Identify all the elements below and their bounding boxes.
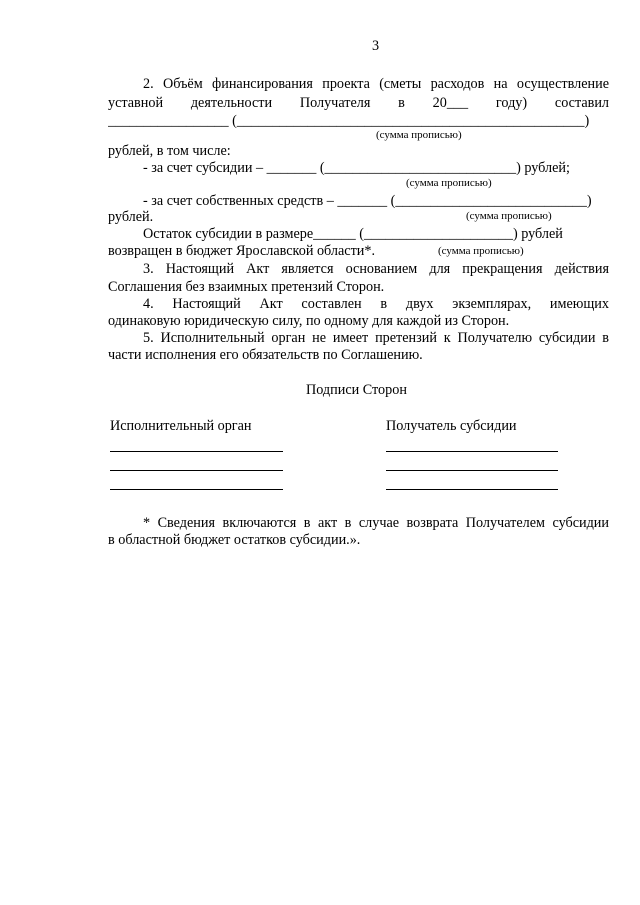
paragraph-4-line-2: одинаковую юридическую силу, по одному для каждой из Сторон. <box>108 313 510 329</box>
paragraph-2-line-2: уставной деятельности Получателя в 20___ году) составил <box>108 95 609 111</box>
signatures-title: Подписи Сторон <box>306 382 407 398</box>
page-number: 3 <box>372 38 380 54</box>
paragraph-3-line-2: Соглашения без взаимных претензий Сторон. <box>108 279 385 295</box>
subsidy-amount-line: - за счет субсидии – _______ (___________________________) рублей; <box>143 160 570 176</box>
paragraph-4-line-1: 4. Настоящий Акт составлен в двух экземплярах, имеющих <box>143 296 609 312</box>
left-signature-line <box>110 470 283 471</box>
amount-in-words-hint: (сумма прописью) <box>406 177 492 189</box>
paragraph-2-line-4: рублей, в том числе: <box>108 143 231 159</box>
rubles-word: рублей. <box>108 209 154 225</box>
footnote-line-1: * Сведения включаются в акт в случае возврата Получателем субсидии <box>143 515 609 531</box>
amount-in-words-hint: (сумма прописью) <box>466 210 552 222</box>
right-party-label: Получатель субсидии <box>386 418 517 434</box>
footnote-line-2: в областной бюджет остатков субсидии.». <box>108 532 361 548</box>
left-signature-line <box>110 451 283 452</box>
right-signature-line <box>386 489 558 490</box>
amount-in-words-hint: (сумма прописью) <box>438 245 524 257</box>
left-party-label: Исполнительный орган <box>110 418 252 434</box>
paragraph-3-line-1: 3. Настоящий Акт является основанием для прекращения действия <box>143 261 609 277</box>
remaining-subsidy-line-2: возвращен в бюджет Ярославской области*. <box>108 243 376 259</box>
right-signature-line <box>386 470 558 471</box>
paragraph-2-blank-line: _________________ (_________________________________________________) <box>108 113 590 129</box>
left-signature-line <box>110 489 283 490</box>
amount-in-words-hint: (сумма прописью) <box>376 129 462 141</box>
paragraph-2-line-1: 2. Объём финансирования проекта (сметы расходов на осуществление <box>143 76 609 92</box>
right-signature-line <box>386 451 558 452</box>
paragraph-5-line-1: 5. Исполнительный орган не имеет претензий к Получателю субсидии в <box>143 330 609 346</box>
remaining-subsidy-line: Остаток субсидии в размере______ (_____________________) рублей <box>143 226 563 242</box>
paragraph-5-line-2: части исполнения его обязательств по Соглашению. <box>108 347 423 363</box>
own-funds-line: - за счет собственных средств – _______ (___________________________) <box>143 193 592 209</box>
